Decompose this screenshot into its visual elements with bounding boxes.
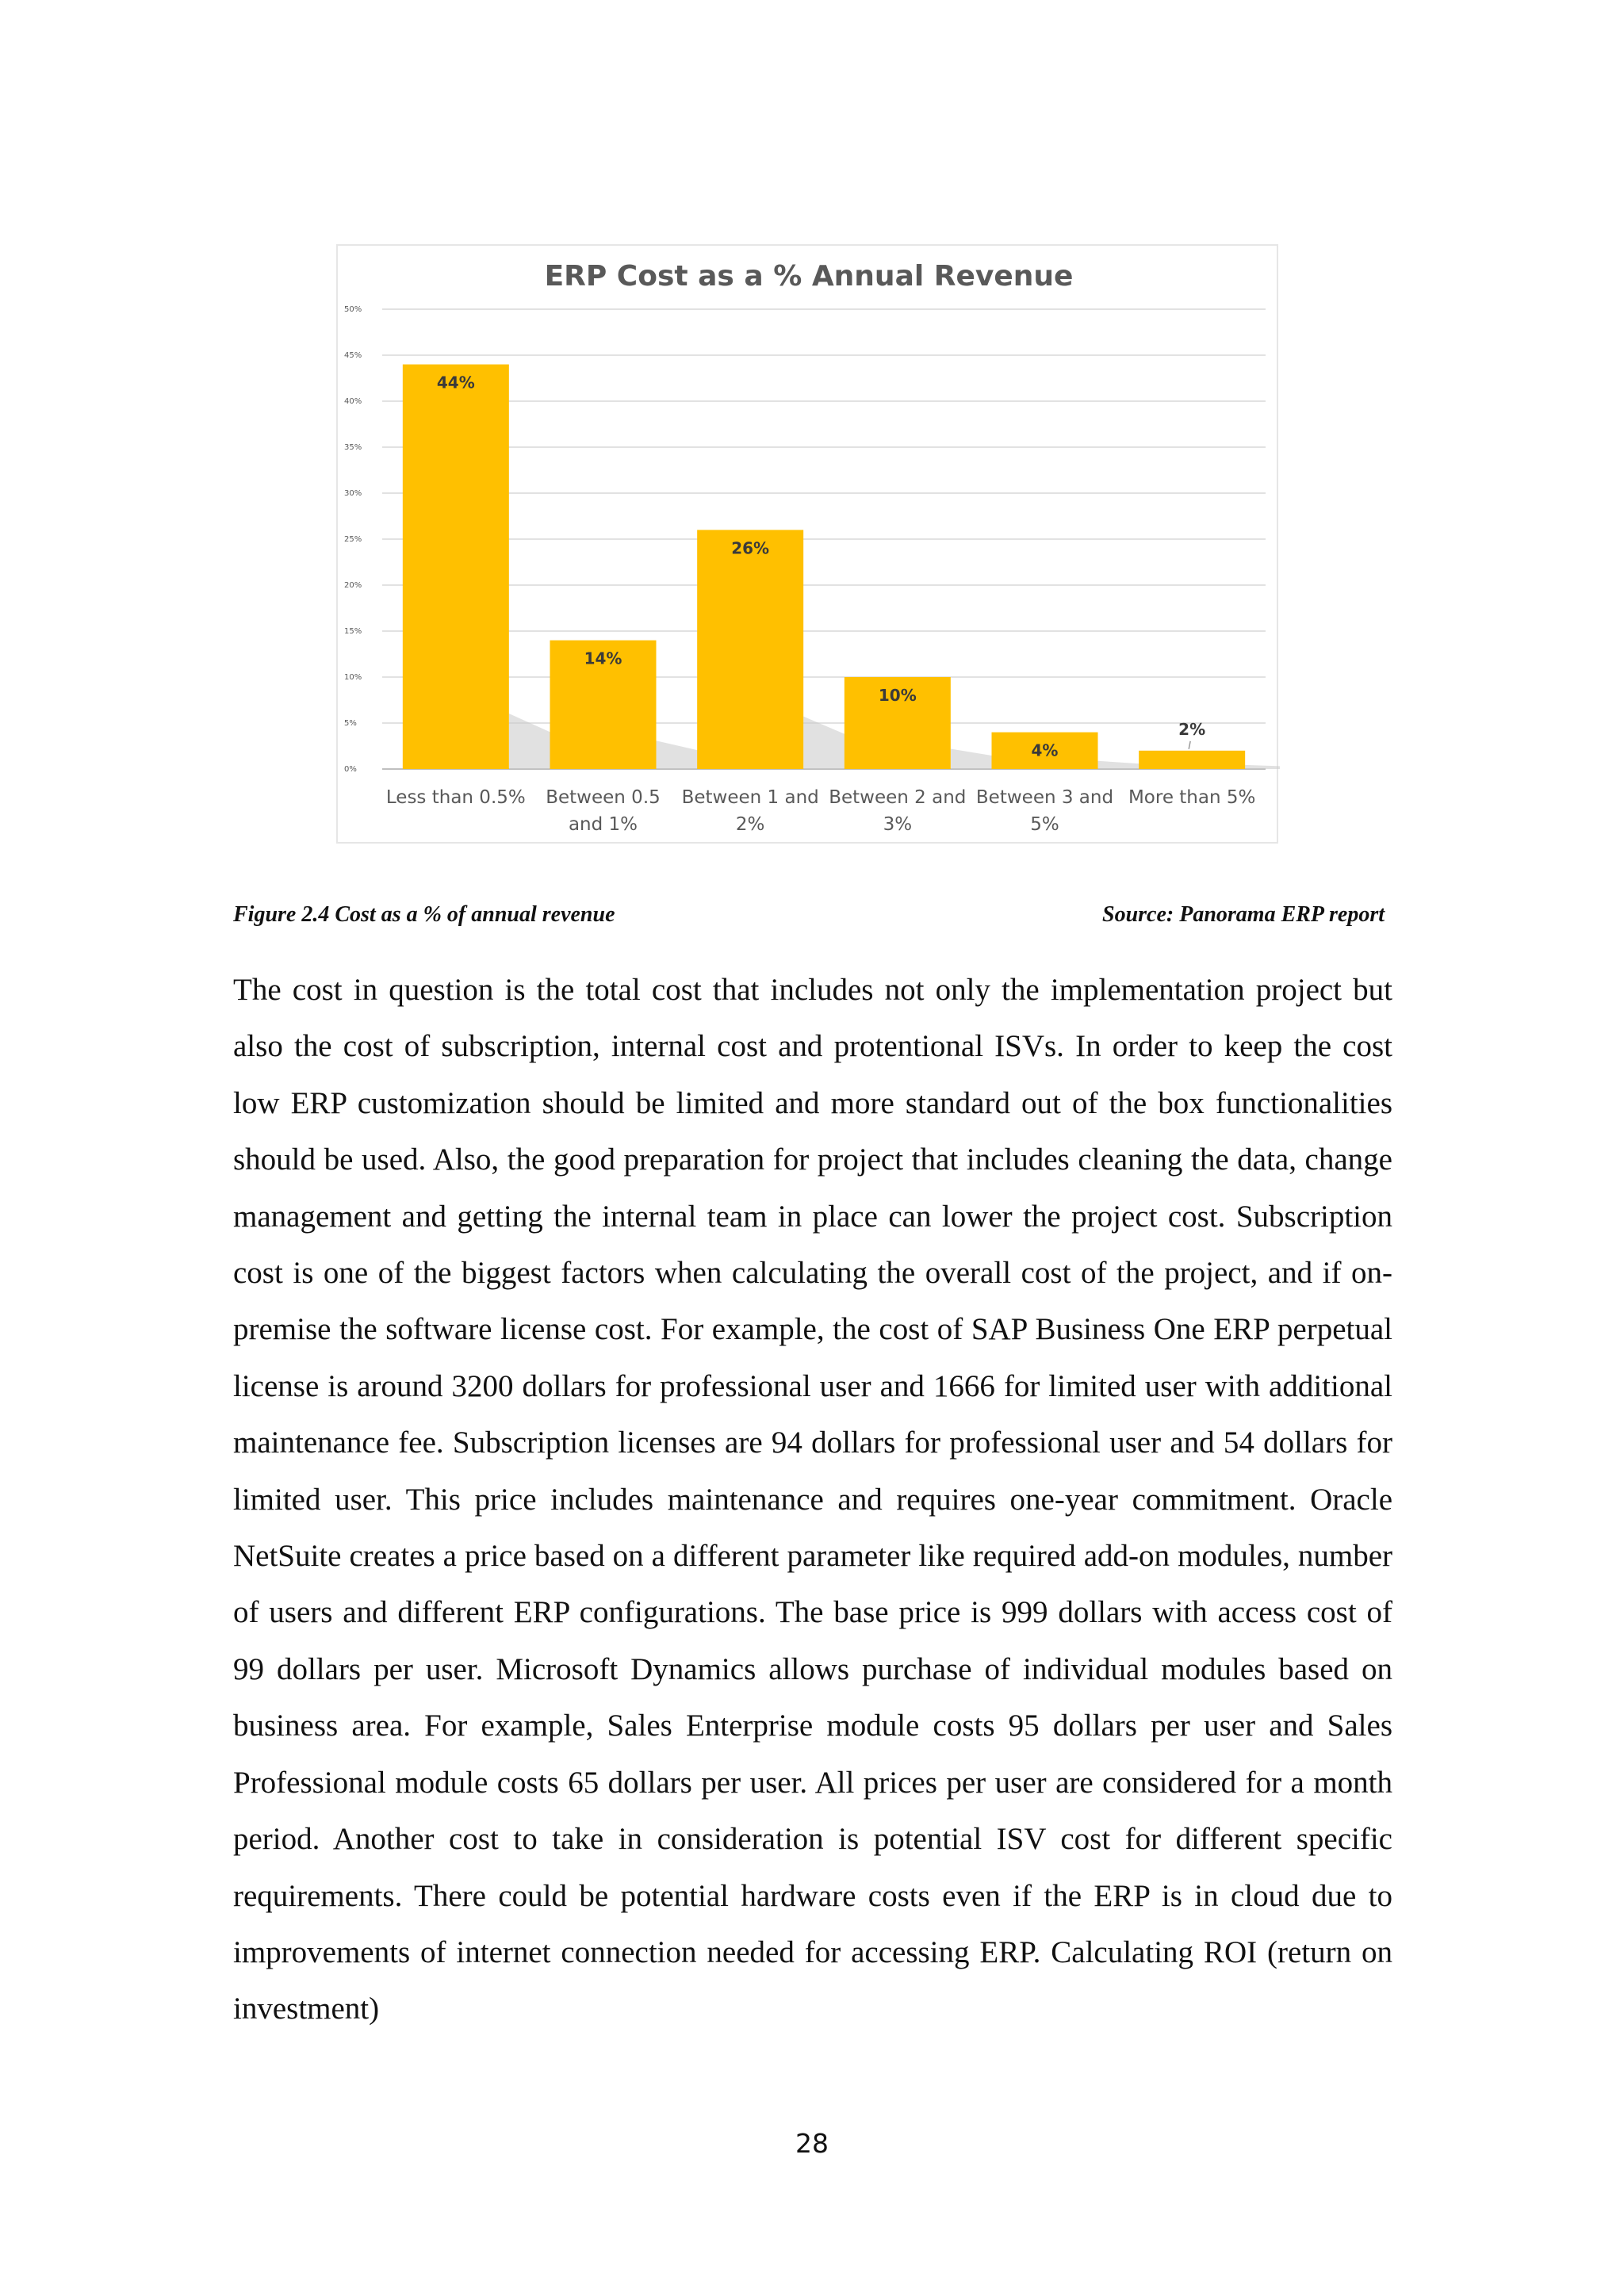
data-label: 4% [1031,740,1059,760]
y-tick-label: 30% [344,489,362,498]
x-tick-label: More than 5% [1128,787,1256,808]
chart-bars [403,365,1245,769]
data-label-leader [1189,741,1190,749]
chart-title: ERP Cost as a % Annual Revenue [544,260,1074,293]
y-tick-label: 15% [344,627,362,636]
figure-caption-row [233,902,1385,934]
y-tick-label: 0% [344,765,357,774]
page-number: 28 [795,2128,829,2159]
y-tick-label: 5% [344,719,357,728]
bar [697,530,803,769]
data-label: 14% [584,649,622,668]
x-tick-label: and 1% [568,814,638,835]
y-tick-label: 35% [344,443,362,452]
bar-chart [336,244,1278,844]
bar-shadow [1245,765,1280,769]
x-tick-label: Between 2 and [829,787,967,808]
x-tick-label: 5% [1030,814,1059,835]
x-tick-label: Between 3 and [975,787,1114,808]
x-tick-label: 2% [735,814,765,835]
figure-caption: Figure 2.4 Cost as a % of annual revenue [233,902,615,927]
body-paragraph: The cost in question is the total cost that includes not only the implementation project but also the cost of subscription, internal cost and protentional ISVs. In order to keep the cost low ERP customization should be limited and more standard out of the box functionalities should be used. Also, the good preparation for project that includes cleaning the data, change management and getting the internal team in place can lower the project cost. Subscription cost is one of the biggest factors when calculating the overall cost of the project, and if on-premise the software license cost. For example, the cost of SAP Business One ERP perpetual license is around 3200 dollars for professional user and 1666 for limited user with additional maintenance fee. Subscription licenses are 94 dollars for professional user and 54 dollars for limited user. This price includes maintenance and requires one-year commitment. Oracle NetSuite creates a price based on a different parameter like required add-on modules, number of users and different ERP configurations. The base price is 999 dollars with access cost of 99 dollars per user. Microsoft Dynamics allows purchase of individual modules based on business area. For example, Sales Enterprise module costs 95 dollars per user and Sales Professional module costs 65 dollars per user. All prices per user are considered for a month period. Another cost to take in consideration is potential ISV cost for different specific requirements. There could be potential hardware costs even if the ERP is in cloud due to improvements of internet connection needed for accessing ERP. Calculating ROI (return on investment) [233,973,1392,2026]
y-tick-label: 50% [344,305,362,314]
y-tick-label: 20% [344,581,362,590]
data-label: 26% [731,538,770,558]
y-tick-label: 40% [344,397,362,406]
x-tick-label: Between 0.5 [546,787,661,808]
data-label: 44% [436,373,475,392]
y-tick-label: 25% [344,535,362,544]
bar [1139,751,1245,769]
data-label: 10% [878,686,917,705]
y-tick-label: 10% [344,673,362,682]
chart-category-labels [386,787,1255,835]
y-tick-label: 45% [344,351,362,360]
figure-source: Source: Panorama ERP report [1102,902,1385,927]
bar [403,365,509,769]
x-tick-label: Less than 0.5% [385,787,526,808]
x-tick-label: Between 1 and [681,787,819,808]
data-label: 2% [1178,719,1206,739]
x-tick-label: 3% [883,814,913,835]
chart-canvas [338,246,1280,845]
